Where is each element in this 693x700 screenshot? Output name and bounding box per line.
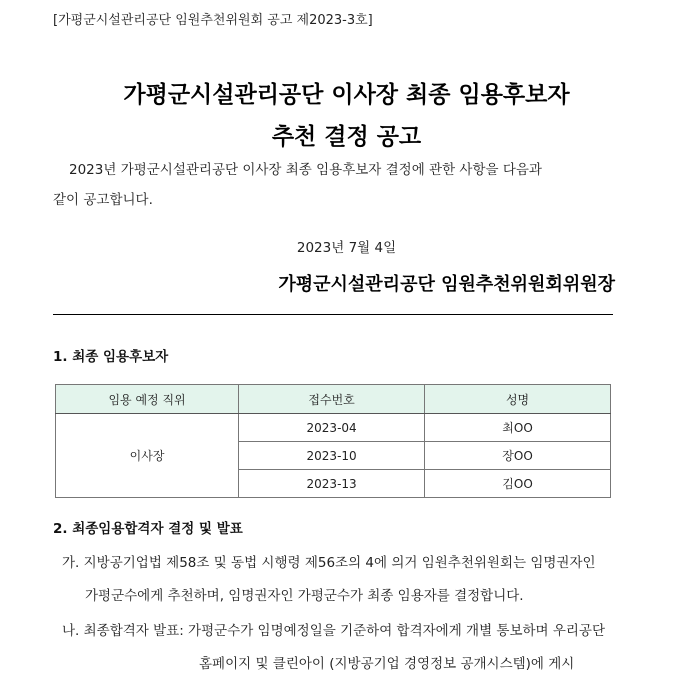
- name-cell: 김OO: [425, 470, 611, 498]
- announcement-body: [53, 155, 615, 215]
- header-name: 성명: [425, 385, 611, 414]
- receipt-number-cell: 2023-04: [239, 414, 425, 442]
- announcement-date: 2023년 7월 4일: [296, 240, 397, 256]
- item-na-line1: 나. 최종합격자 발표: 가평군수가 임명예정일을 기준하여 합격자에게 개별 통보하며 우리공단: [62, 623, 606, 639]
- header-receipt-number: 접수번호: [239, 385, 425, 414]
- header-position: 임용 예정 직위: [56, 385, 239, 414]
- announcement-body-line2: 같이 공고합니다.: [53, 192, 153, 208]
- signer: 가평군시설관리공단 임원추천위원회위원장: [278, 274, 615, 295]
- notice-number: [가평군시설관리공단 임원추천위원회 공고 제2023-3호]: [53, 13, 373, 28]
- section-heading-decision: 2. 최종임용합격자 결정 및 발표: [53, 521, 243, 537]
- receipt-number-cell: 2023-10: [239, 442, 425, 470]
- position-cell: 이사장: [56, 414, 239, 498]
- table-header-row: [56, 385, 611, 414]
- item-ga-line2: 가평군수에게 추천하며, 임명권자인 가평군수가 최종 임용자를 결정합니다.: [85, 588, 524, 604]
- name-cell: 장OO: [425, 442, 611, 470]
- announcement-body-line1: 2023년 가평군시설관리공단 이사장 최종 임용후보자 결정에 관한 사항을 다음과: [69, 162, 542, 178]
- document-title-line2: 추천 결정 공고: [271, 124, 422, 150]
- divider: [53, 314, 613, 315]
- name-cell: 최OO: [425, 414, 611, 442]
- item-ga-line1: 가. 지방공기업법 제58조 및 동법 시행령 제56조의 4에 의거 임원추천위원회는 임명권자인: [62, 555, 596, 571]
- section-heading-candidates: 1. 최종 임용후보자: [53, 349, 169, 365]
- document-title-line1: 가평군시설관리공단 이사장 최종 임용후보자: [123, 82, 570, 108]
- item-na-line2: 홈페이지 및 클린아이 (지방공기업 경영정보 공개시스템)에 게시: [199, 656, 575, 672]
- receipt-number-cell: 2023-13: [239, 470, 425, 498]
- table-row: [56, 414, 611, 442]
- candidate-table: [55, 384, 611, 498]
